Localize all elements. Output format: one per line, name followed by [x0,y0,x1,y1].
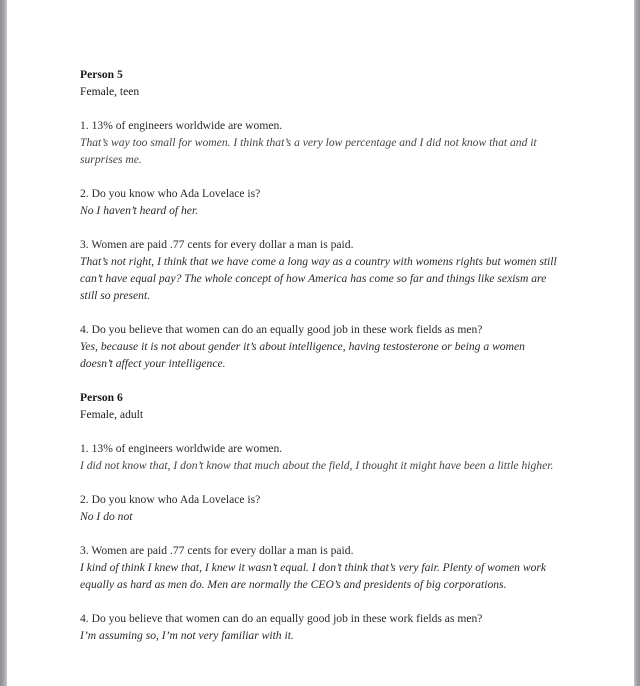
question: 4. Do you believe that women can do an equally good job in these work fields as men? [80,323,483,336]
answer: That’s way too small for women. I think that’s a very low percentage and I did not know that and it surprises me. [80,136,537,166]
qa-item [80,610,560,644]
document-page [80,66,560,644]
question: 2. Do you know who Ada Lovelace is? [80,493,261,506]
answer: No I do not [80,510,133,523]
answer: That’s not right, I think that we have come a long way as a country with womens rights but women still can’t have equal pay? The whole concept of how America has come so far and things like sexism are still so present. [80,255,557,302]
page-edge-right [634,0,640,686]
answer: No I haven’t heard of her. [80,204,199,217]
person-description: Female, adult [80,408,144,421]
qa-item [80,236,560,304]
answer: I’m assuming so, I’m not very familiar with it. [80,629,294,642]
answer: I kind of think I knew that, I knew it wasn’t equal. I don’t think that’s very fair. Plenty of women work equally as hard as men do. Men are normally the CEO’s and presidents of big corporations. [80,561,547,591]
question: 4. Do you believe that women can do an equally good job in these work fields as men? [80,612,483,625]
qa-item [80,321,560,372]
person-name: Person 6 [80,391,123,404]
question: 1. 13% of engineers worldwide are women. [80,119,283,132]
qa-item [80,117,560,168]
page-edge-left [0,0,7,686]
qa-item [80,440,560,474]
qa-item [80,542,560,593]
answer: Yes, because it is not about gender it’s about intelligence, having testosterone or being a women doesn’t affect your intelligence. [80,340,525,370]
person-section [80,66,560,372]
qa-item [80,491,560,525]
question: 2. Do you know who Ada Lovelace is? [80,187,261,200]
qa-item [80,185,560,219]
person-description: Female, teen [80,85,140,98]
answer: I did not know that, I don’t know that much about the field, I thought it might have been a little higher. [80,459,554,472]
question: 1. 13% of engineers worldwide are women. [80,442,283,455]
question: 3. Women are paid .77 cents for every dollar a man is paid. [80,238,354,251]
person-name: Person 5 [80,68,123,81]
person-section [80,389,560,644]
question: 3. Women are paid .77 cents for every dollar a man is paid. [80,544,354,557]
